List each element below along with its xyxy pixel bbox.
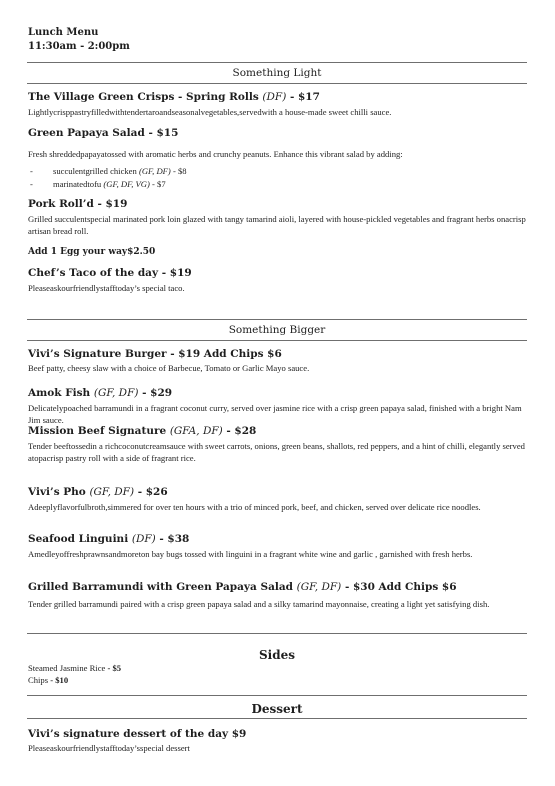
item-description: Beef patty, cheesy slaw with a choice of Barbecue, Tomato or Garlic Mayo sauce. bbox=[28, 363, 310, 373]
menu-title: Lunch Menu bbox=[28, 27, 99, 38]
item-description: Tender beeftossedin a richcoconutcreamsauce with sweet carrots, onions, green beans, shallots, red peppers, and a hint of chilli, elegantly served atopacrisp pastry roll with a side of fragrant rice. bbox=[28, 441, 525, 463]
item-title bbox=[28, 581, 457, 593]
add-egg-line bbox=[28, 247, 155, 257]
item-name: Amok Fish bbox=[28, 387, 91, 399]
side-price: - $10 bbox=[50, 675, 69, 685]
item-price: - $26 bbox=[137, 486, 168, 498]
item-price: - $38 bbox=[159, 533, 190, 545]
item-price: - $28 bbox=[226, 425, 257, 437]
item-description: Lightlycrisppastryfilledwithtendertaroandseasonalvegetables,servedwith a house-made sweet chilli sauce. bbox=[28, 107, 392, 117]
section-divider bbox=[27, 695, 527, 696]
item-name: Mission Beef Signature bbox=[28, 425, 167, 437]
diet-tag: (GF, DF) bbox=[89, 486, 135, 498]
option-price: - $7 bbox=[152, 179, 166, 189]
add-egg-price: $2.50 bbox=[127, 247, 156, 257]
section-title-dessert: Dessert bbox=[251, 702, 303, 716]
option-bullet: - bbox=[30, 179, 33, 189]
menu-hours: 11:30am - 2:00pm bbox=[28, 41, 130, 52]
item-description: Tender grilled barramundi paired with a crisp green papaya salad and a silky tamarind mayonnaise, creating a light yet satisfying dish. bbox=[28, 599, 490, 609]
item-title: Green Papaya Salad - $15 bbox=[28, 127, 179, 139]
item-description: Fresh shreddedpapayatossed with aromatic herbs and crunchy peanuts. Enhance this vibrant salad by adding: bbox=[28, 149, 403, 159]
section-title-light: Something Light bbox=[232, 67, 322, 79]
side-item bbox=[28, 662, 528, 674]
item-title bbox=[28, 91, 320, 103]
item-description: Amedleyoffreshprawnsandmoreton bay bugs tossed with linguini in a fragrant white wine and garlic , garnished with fresh herbs. bbox=[28, 549, 473, 559]
item-title bbox=[28, 486, 168, 498]
section-title-bigger: Something Bigger bbox=[228, 324, 326, 336]
option-name: succulentgrilled chicken bbox=[53, 166, 137, 176]
item-price: - $29 bbox=[142, 387, 173, 399]
item-price: - $17 bbox=[289, 91, 320, 103]
item-name: The Village Green Crisps - Spring Rolls bbox=[28, 91, 259, 103]
item-name: Vivi’s Pho bbox=[28, 486, 86, 498]
item-price: - $30 Add Chips $6 bbox=[344, 581, 457, 593]
item-title: Chef’s Taco of the day - $19 bbox=[28, 267, 192, 279]
item-description: Pleaseaskourfriendlystafftoday’s special taco. bbox=[28, 283, 185, 293]
add-egg-label: Add 1 Egg your way bbox=[28, 247, 128, 257]
item-title bbox=[28, 387, 172, 399]
section-divider bbox=[27, 340, 527, 341]
item-description: Delicatelypoached barramundi in a fragrant coconut curry, served over jasmine rice with a crisp green papaya salad, finished with a bright Nam Jim sauce. bbox=[28, 403, 522, 425]
diet-tag: (GF, DF) bbox=[296, 581, 342, 593]
option-price: - $8 bbox=[172, 166, 187, 176]
diet-tag: (GF, DF) bbox=[93, 387, 139, 399]
diet-tag: (DF) bbox=[131, 533, 156, 545]
option-bullet: - bbox=[30, 166, 33, 176]
option-row bbox=[30, 179, 166, 189]
section-divider bbox=[27, 83, 527, 84]
section-divider bbox=[27, 62, 527, 63]
item-description: Pleaseaskourfriendlystafftoday’sspecial dessert bbox=[28, 743, 190, 753]
side-price: - $5 bbox=[107, 663, 122, 673]
section-divider bbox=[27, 718, 527, 719]
side-name: Steamed Jasmine Rice bbox=[28, 663, 106, 673]
item-title: Vivi’s Signature Burger - $19 Add Chips $6 bbox=[28, 348, 282, 360]
section-divider bbox=[27, 633, 527, 634]
item-description: Adeeplyflavorfulbroth,simmered for over ten hours with a trio of minced pork, beef, and chicken, served over delicate rice noodles. bbox=[28, 502, 481, 512]
diet-tag: (DF) bbox=[262, 91, 287, 103]
item-title bbox=[28, 425, 256, 437]
item-name: Seafood Linguini bbox=[28, 533, 129, 545]
diet-tag: (GFA, DF) bbox=[169, 425, 223, 437]
section-divider bbox=[27, 319, 527, 320]
diet-tag: (GF, DF, VG) bbox=[103, 179, 150, 189]
item-title: Vivi’s signature dessert of the day $9 bbox=[28, 728, 247, 740]
side-item bbox=[28, 674, 528, 686]
item-title bbox=[28, 533, 189, 545]
section-title-sides: Sides bbox=[258, 648, 295, 662]
diet-tag: (GF, DF) bbox=[138, 166, 171, 176]
option-name: marinatedtofu bbox=[53, 179, 102, 189]
side-name: Chips bbox=[28, 675, 49, 685]
item-title: Pork Roll’d - $19 bbox=[28, 198, 128, 210]
option-row bbox=[30, 166, 187, 176]
item-description: Grilled succulentspecial marinated pork loin glazed with tangy tamarind aioli, layered with house-pickled vegetables and fragrant herbs onacrisp artisan bread roll. bbox=[28, 214, 526, 236]
item-name: Grilled Barramundi with Green Papaya Salad bbox=[28, 581, 294, 593]
